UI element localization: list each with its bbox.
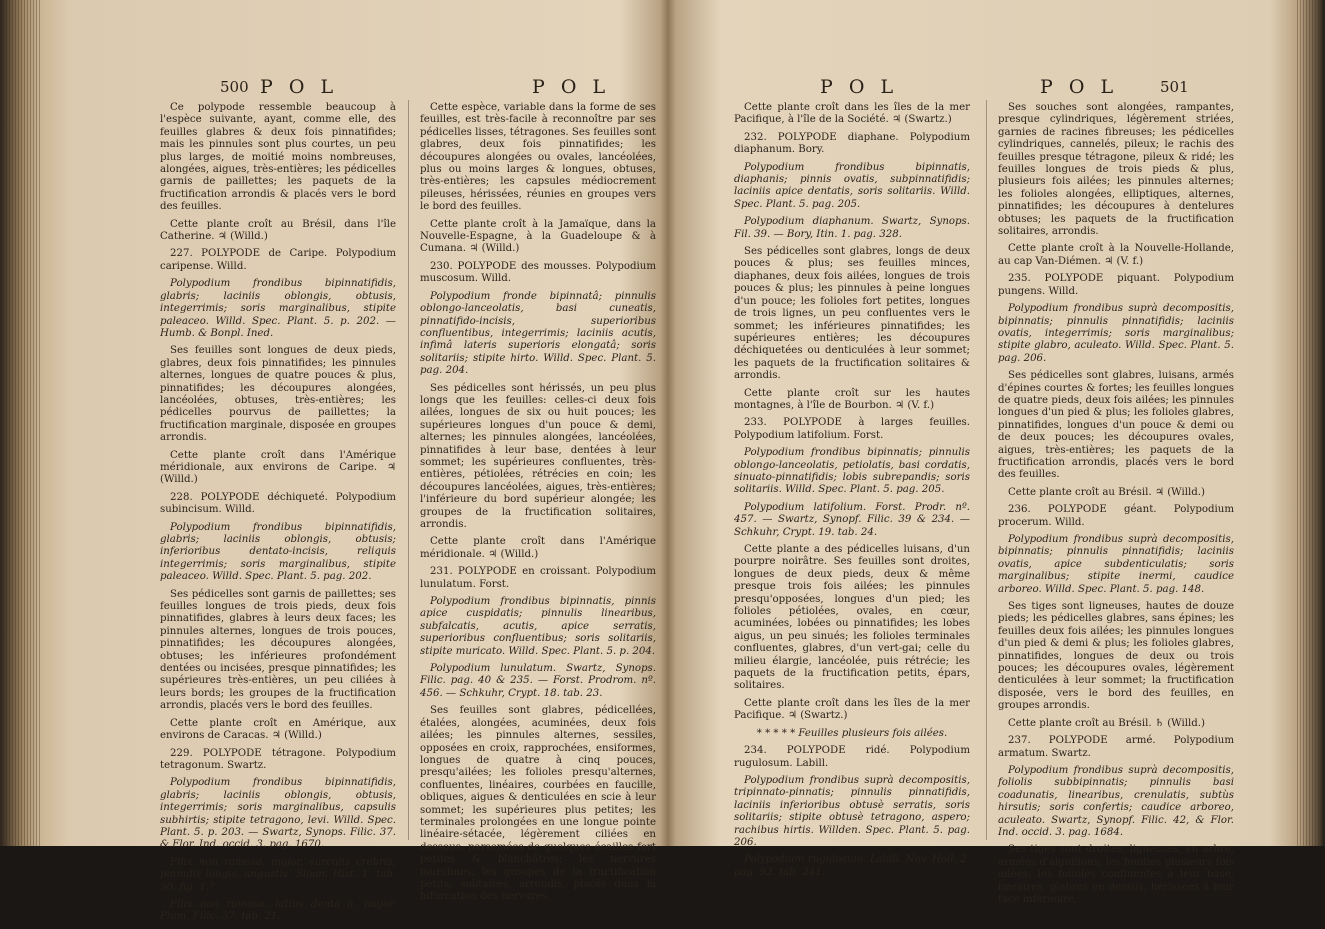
- paragraph: Polypodium rugulosum. Labill. Nov. Holl. 2. pag. 92. tab. 241.: [734, 854, 970, 878]
- paragraph: Cette plante croît dans les îles de la mer Pacifique, à l'île de la Société. ♃ (Swartz.): [734, 102, 970, 126]
- paragraph: 229. POLYPODE tétragone. Polypodium tetragonum. Swartz.: [160, 747, 396, 771]
- text-column: [998, 102, 1234, 911]
- page-number: 500: [220, 78, 249, 96]
- paragraph: Polypodium frondibus bipinnatis, pinnis apice cuspidatis; pinnulis linearibus, subfalcatis, acutis, apice serratis, superioribus confluentibus; soris solitariis, stipite muricato. Willd. Spec. Plant. 5. p. 204.: [420, 596, 656, 657]
- paragraph: Polypodium frondibus bipinnatifidis, glabris; laciniis oblongis, obtusis, integerrimis; soris marginalibus, capsulis subhirtis; stipite tetragono, levi. Willd. Spec. Plant. 5. p. 203. — Swartz, Synops. Filic. 37. & Flor. Ind. occid. 3. pag. 1670.: [160, 777, 396, 851]
- paragraph: Cette plante croît dans l'Amérique méridionale, aux environs de Caripe. ♃ (Willd.): [160, 449, 396, 486]
- text-column: [160, 102, 396, 929]
- running-head: P O L: [820, 76, 899, 98]
- paragraph: Ses feuilles sont longues de deux pieds, glabres, deux fois pinnatifides; les pinnules alternes, longues de quatre pouces & plus, pinnatifides; les découpures alongées, lancéolées, obtuses, très-entières; les pédicelles pourvus de paillettes; la fructification marginale, disposée en groupes arrondis.: [160, 345, 396, 444]
- column-divider: [986, 100, 987, 840]
- paragraph: 233. POLYPODE à larges feuilles. Polypodium latifolium. Forst.: [734, 417, 970, 441]
- paragraph: Polypodium frondibus suprà decompositis, foliolis subbipinnatis; pinnulis basi coadunatis, linearibus, crenulatis, subtùs hirsutis; soris confertis; caudice arboreo, aculeato. Swartz, Synopf. Filic. 42, & Flor. Ind. occid. 3. pag. 1684.: [998, 764, 1234, 838]
- paragraph: Polypodium frondibus suprà decompositis, bipinnatis; pinnulis pinnatifidis; laciniis ovatis, integerrimis; soris marginalibus; stipite glabro, aculeato. Willd. Spec. Plant. 5. pag. 206.: [998, 303, 1234, 364]
- paragraph: Ses tiges sont droites, ligneuses, en arbre, armées d'aiguillons; les feuilles plusieurs fois ailées; les folioles confluentes à leur base, linéaires, glabres en dessus, hérissées à leur face inférieure,: [998, 844, 1234, 905]
- paragraph: Cette plante croît au Brésil, dans l'île Catherine. ♃ (Willd.): [160, 218, 396, 243]
- paragraph: Polypodium frondibus suprà decompositis, tripinnato-pinnatis; pinnulis pinnatifidis, laciniis inferioribus obtusè serratis, soris solitariis; stipite obtusè tetragono, aspero; rachibus hirtis. Willden. Spec. Plant. 5. pag. 206.: [734, 774, 970, 848]
- paragraph: Polypodium frondibus bipinnatifidis, glabris; laciniis oblongis, obtusis; inferioribus dentato-incisis, reliquis integerrimis; soris marginalibus, stipite paleaceo. Willd. Spec. Plant. 5. pag. 202.: [160, 521, 396, 583]
- paragraph: Polypodium frondibus suprà decompositis, bipinnatis; pinnulis pinnatifidis; laciniis ovatis, apice subdenticulatis; soris marginalibus; stipite inermi, caudice arboreo. Willd. Spec. Plant. 5. pag. 148.: [998, 534, 1234, 595]
- paragraph: * * * * * Feuilles plusieurs fois ailées.: [756, 727, 948, 739]
- right-page-header: [720, 76, 1240, 100]
- paragraph: Filix non ramosa, latius denta a, major. Plum. Filic. 37. tab. 21.: [160, 898, 396, 923]
- paragraph: 237. POLYPODE armé. Polypodium armatum. Swartz.: [998, 735, 1234, 759]
- paragraph: Cette plante croît à la Jamaïque, dans la Nouvelle-Espagne, à la Guadeloupe & à Cumana. ♃ (Willd.): [420, 218, 656, 255]
- paragraph: 230. POLYPODE des mousses. Polypodium muscosum. Willd.: [420, 260, 656, 285]
- left-page: [160, 0, 658, 923]
- paragraph: Filix non ramosa, major, surculis crebris; pinnulis longis, angustis. Sloan. Hist. 1. tab. 50. fig. 1.?: [160, 856, 396, 893]
- page-number: 501: [1160, 78, 1189, 96]
- paragraph: 231. POLYPODE en croissant. Polypodium lunulatum. Forst.: [420, 566, 656, 590]
- paragraph: Ses pédicelles sont garnis de paillettes; ses feuilles longues de trois pieds, deux fois pinnatifides, glabres à leurs deux faces; les pinnules alternes, longues de trois pouces, pinnatifides; les découpures alongées, obtuses; les inférieures profondément dentées ou incisées, presque pinnatifides; les supérieures très-entières, un peu ciliées à leurs bords; les groupes de la fructification arrondis, placés vers le bord des feuilles.: [160, 588, 396, 712]
- paragraph: Cette plante croît à la Nouvelle-Hollande, au cap Van-Diémen. ♃ (V. f.): [998, 243, 1234, 267]
- paragraph: Polypodium diaphanum. Swartz, Synops. Fil. 39. — Bory, Itin. 1. pag. 328.: [734, 216, 970, 240]
- paragraph: 228. POLYPODE déchiqueté. Polypodium subincisum. Willd.: [160, 491, 396, 516]
- paragraph: Ses pédicelles sont glabres, longs de deux pouces & plus; ses feuilles minces, diaphanes, deux fois ailées, longues de trois pouces & plus; les pinnules à peine longues d'un pouce; les folioles fort petites, longues de trois lignes, un peu confluentes vers le sommet; les inférieures pinnatifides; les supérieures entières; les découpures déchiquetées ou denticulées à leur sommet; les paquets de la fructification solitaires & arrondis.: [734, 246, 970, 382]
- paragraph: Ses souches sont alongées, rampantes, presque cylindriques, légèrement striées, garnies de racines fibreuses; les pédicelles cylindriques, cannelés, pileux; le rachis des feuilles presque tétragone, pileux & ridé; les feuilles longues de trois pieds & plus, plusieurs fois ailées; les pinnules alternes; les folioles alongées, elliptiques, alternes, pinnatifides; les découpures à dentelures obtuses; les paquets de la fructification solitaires, arrondis.: [998, 102, 1234, 238]
- running-head: P O L: [260, 76, 339, 98]
- page-edges-left: [0, 0, 40, 846]
- paragraph: Ce polypode ressemble beaucoup à l'espèce suivante, ayant, comme elle, des feuilles glabres & deux fois pinnatifides; mais les pinnules sont plus courtes, un peu plus larges, de moitié moins nombreuses, alongées, aigues, très-entières; les pédicelles garnis de paillettes; les paquets de la fructification arrondis & placés vers le bord des feuilles.: [160, 102, 396, 213]
- paragraph: Cette plante a des pédicelles luisans, d'un pourpre noirâtre. Ses feuilles sont droites, longues de deux pieds, deux & même presque trois fois ailées; les pinnules presqu'opposées, longues d'un pied; les folioles pétiolées, ovales, en cœur, acuminées, lobées ou pinnatifides; les lobes aigus, un peu sinués; les folioles terminales confluentes, glabres, d'un vert-gai; celle du milieu élargie, lancéolée, puis rétrécie; les paquets de la fructification petits, épars, solitaires.: [734, 544, 970, 692]
- paragraph: Ses feuilles sont glabres, pédicellées, étalées, alongées, acuminées, deux fois ailées; les pinnules alternes, sessiles, opposées en croix, rapprochées, ensiformes, longues de quatre à cinq pouces, presqu'ailées; les folioles presqu'alternes, confluentes, linéaires, courbées en faucille, obliques, aigues & denticulées en scie à leur sommet; les supérieures plus petites; les terminales prolongées en une longue pointe linéaire-sétacée, légèrement ciliées en dessous, parsemées de quelques écailles fort petites & blanchâtres; les nervures fourchues; les groupes de la fructification petits, solitaires, arrondis, placés dans la bifurcation des nervures.: [420, 705, 656, 903]
- paragraph: Polypodium frondibus bipinnatifidis, glabris; laciniis oblongis, obtusis, integerrimis; soris marginalibus, stipite paleaceo. Willd. Spec. Plant. 5. p. 202. — Humb. & Bonpl. Ined.: [160, 278, 396, 339]
- paragraph: 232. POLYPODE diaphane. Polypodium diaphanum. Bory.: [734, 131, 970, 156]
- paragraph: Polypodium latifolium. Forst. Prodr. nº. 457. — Swartz, Synopf. Filic. 39 & 234. — Schkuhr, Crypt. 19. tab. 24.: [734, 501, 970, 538]
- page-edges-right: [1297, 0, 1325, 846]
- paragraph: Cette plante croît sur les hautes montagnes, à l'île de Bourbon. ♃ (V. f.): [734, 387, 970, 411]
- paragraph: Polypodium frondibus bipinnatis; pinnulis oblongo-lanceolatis, petiolatis, basi cordatis, sinuato-pinnatifidis; lobis subrepandis; soris solitariis. Willd. Spec. Plant. 5. pag. 205.: [734, 447, 970, 496]
- paragraph: Ses pédicelles sont hérissés, un peu plus longs que les feuilles: celles-ci deux fois ailées, longues de six ou huit pouces; les supérieures longues d'un pouce & demi, alternes; les pinnules alongées, lancéolées, pinnatifides à leur base, dentées à leur sommet; les supérieures confluentes, très-entières, pétiolées, rétrécies en coin; les découpures lancéolées, aigues, très-entières; l'inférieure du bord supérieur alongée; les groupes de la fructification solitaires, arrondis.: [420, 382, 656, 530]
- running-head: P O L: [1040, 76, 1119, 98]
- paragraph: Cette plante croît dans l'Amérique méridionale. ♃ (Willd.): [420, 536, 656, 560]
- text-column: [734, 102, 970, 884]
- paragraph: 236. POLYPODE géant. Polypodium procerum. Willd.: [998, 504, 1234, 528]
- paragraph: Cette plante croît au Brésil. ♄ (Willd.): [1008, 717, 1205, 729]
- paragraph: 227. POLYPODE de Caripe. Polypodium caripense. Willd.: [160, 248, 396, 272]
- paragraph: Cette plante croît au Brésil. ♃ (Willd.): [1008, 486, 1205, 498]
- paragraph: Cette plante croît dans les îles de la mer Pacifique. ♃ (Swartz.): [734, 697, 970, 722]
- paragraph: Ses pédicelles sont glabres, luisans, armés d'épines courtes & fortes; les feuilles longues de quatre pieds, deux fois ailées; les pinnules longues d'un pied & plus; les folioles glabres, pinnatifides, longues d'un pouce & demi ou de deux pouces; les découpures ovales, aigues, très-entières; les paquets de la fructification arrondis, placés vers le bord des feuilles.: [998, 370, 1234, 481]
- column-divider: [408, 100, 409, 840]
- left-page-header: [160, 76, 658, 100]
- right-page: [720, 0, 1240, 905]
- paragraph: Cette plante croît en Amérique, aux environs de Caracas. ♃ (Willd.): [160, 717, 396, 742]
- paragraph: Ses tiges sont ligneuses, hautes de douze pieds; les pédicelles glabres, sans épines; les feuilles deux fois ailées; les pinnules longues d'un pied & demi & plus; les folioles glabres, pinnatifides, longues de deux ou trois pouces; les découpures ovales, légèrement denticulées à leur sommet; la fructification disposée, vers le bord des feuilles, en groupes arrondis.: [998, 601, 1234, 712]
- paragraph: Cette espèce, variable dans la forme de ses feuilles, est très-facile à reconnoître par ses pédicelles lisses, tétragones. Ses feuilles sont glabres, deux fois pinnatifides; les découpures alongées ou ovales, lancéolées, plus ou moins larges & longues, obtuses, très-entières; les capsules médiocrement pileuses, hérissées, réunies en groupes vers le bord des feuilles.: [420, 102, 657, 213]
- paragraph: Polypodium lunulatum. Swartz, Synops. Filic. pag. 40 & 235. — Forst. Prodrom. nº. 456. — Schkuhr, Crypt. 18. tab. 23.: [420, 663, 656, 699]
- text-column: [420, 102, 656, 909]
- paragraph: Polypodium frondibus bipinnatis, diaphanis; pinnis ovatis, subpinnatifidis; laciniis apice dentatis, soris solitariis. Willd. Spec. Plant. 5. pag. 205.: [734, 161, 970, 210]
- paragraph: Polypodium fronde bipinnatâ; pinnulis oblongo-lanceolatis, basi cuneatis, pinnatifido-incisis, superioribus confluentibus, integerrimis; laciniis acutis, infimâ lateris superioris elongatâ; soris solitariis; stipite hirto. Willd. Spec. Plant. 5. pag. 204.: [420, 290, 656, 377]
- paragraph: 234. POLYPODE ridé. Polypodium rugulosum. Labill.: [734, 745, 970, 769]
- running-head: P O L: [532, 76, 611, 98]
- paragraph: 235. POLYPODE piquant. Polypodium pungens. Willd.: [998, 273, 1234, 297]
